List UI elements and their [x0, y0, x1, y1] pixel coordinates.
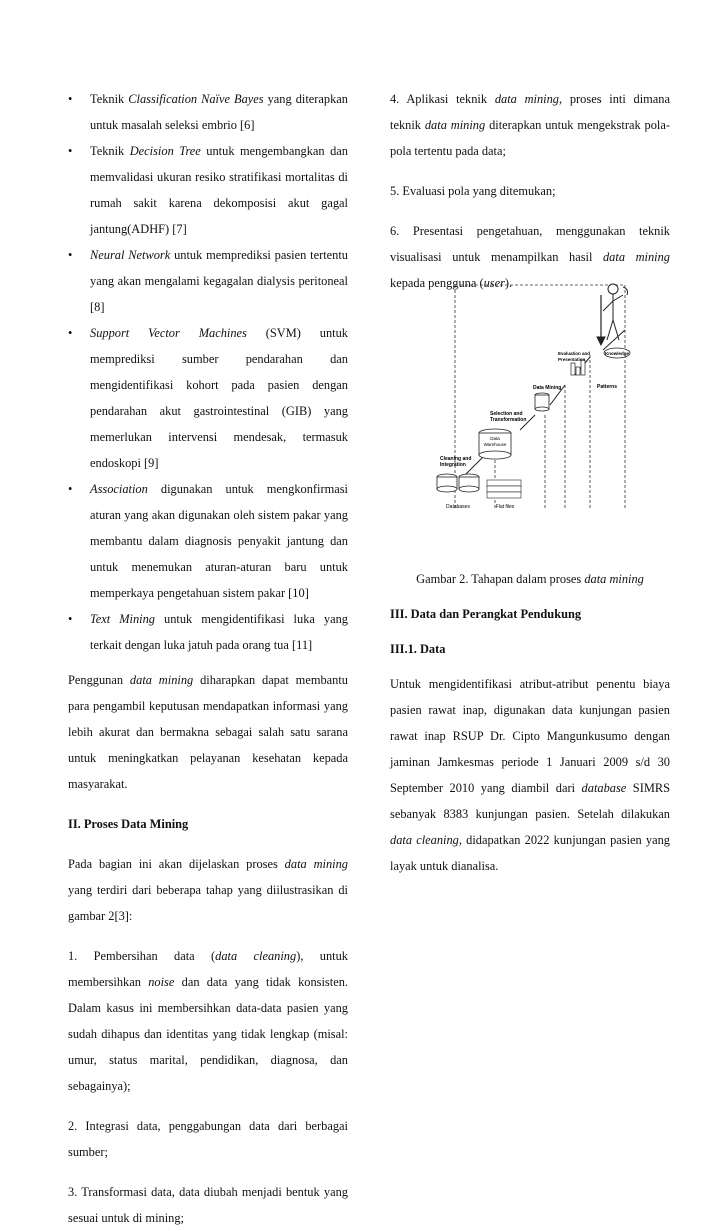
term: data mining — [584, 572, 644, 586]
term: data mining — [494, 92, 560, 106]
text: (SVM) untuk memprediksi sumber pendarahan dan mengidentifikasi kohort pada pasien dengan pendarahan akut gastrointestinal (GIB) yang memerlukan intervensi mendesak, termasuk endoskopi [9] — [90, 326, 349, 470]
text: untuk memprediksi pasien tertentu yang akan mengalami kegagalan dialysis peritoneal [8] — [90, 248, 348, 314]
text: ), untuk membersihkan — [68, 949, 349, 989]
warehouse-label-2: Warehouse — [483, 442, 507, 447]
text: Penggunan — [68, 673, 130, 687]
term: Decision Tree — [129, 144, 201, 158]
selection-label: Selection and — [490, 411, 523, 417]
list-item — [68, 606, 348, 658]
databases-icon — [437, 474, 479, 492]
term: data mining — [284, 857, 348, 871]
section-heading: II. Proses Data Mining — [68, 817, 189, 831]
data-mining-label: Data Mining — [533, 385, 562, 391]
step-4 — [390, 86, 670, 164]
term: noise — [148, 975, 175, 989]
text: untuk mengidentifikasi luka yang terkait dengan luka jatuh pada orang tua [11] — [90, 612, 348, 652]
term: data mining — [129, 673, 194, 687]
bullet-icon: • — [68, 482, 73, 496]
text: ). — [504, 276, 513, 290]
left-column — [68, 86, 348, 1231]
bullet-icon: • — [68, 92, 73, 106]
text: yang diterapkan untuk masalah seleksi embrio [6] — [90, 92, 349, 132]
bullet-icon: • — [68, 248, 73, 262]
data-mining-icon — [535, 393, 549, 411]
evaluation-label: Evaluation and — [558, 351, 591, 356]
step-2: 2. Integrasi data, penggabungan data dari berbagai sumber; — [68, 1119, 348, 1159]
text: diharapkan dapat membantu para pengambil keputusan mendapatkan informasi yang lebih akurat dan bermakna sebagai salah satu sarana untuk meningkatkan pelayanan kesehatan kepada masyarakat. — [68, 673, 348, 791]
data-paragraph — [390, 671, 670, 879]
text: , proses inti dimana teknik — [390, 92, 671, 132]
text: digunakan untuk mengkonfirmasi aturan yang akan digunakan oleh sistem pakar yang membantu dalam diagnosis penyakit jantung dan untuk menemukan aturan-aturan baru untuk memperkaya pengetahuan sistem pakar [10] — [90, 482, 348, 600]
text: 6. Presentasi pengetahuan, menggunakan teknik visualisasi untuk menampilkan hasil — [390, 224, 670, 264]
knowledge-label: Knowledge — [604, 351, 630, 356]
list-item — [68, 476, 348, 606]
step-1 — [68, 943, 348, 1099]
transformation-label: Transformation — [490, 417, 527, 423]
text: 4. Aplikasi teknik — [390, 92, 495, 106]
text: untuk mengembangkan dan memvalidasi ukuran resiko stratifikasi mortalitas di rumah sakit karena dekomposisi akut gagal jantung(ADHF) [7] — [90, 144, 348, 236]
figure-caption — [390, 566, 670, 592]
section-heading: III. Data dan Perangkat Pendukung — [390, 607, 582, 621]
cleaning-label: Cleaning and — [440, 456, 472, 462]
term: Text Mining — [90, 612, 156, 626]
flat-files-icon — [487, 480, 521, 498]
step-5: 5. Evaluasi pola yang ditemukan; — [390, 184, 556, 198]
text: kepada pengguna ( — [390, 276, 484, 290]
flat-files-label: Flat files — [495, 504, 515, 510]
term: Classification Naïve Bayes — [128, 92, 264, 106]
term: database — [581, 781, 627, 795]
term: Support Vector Machines — [90, 326, 247, 340]
term: Association — [90, 482, 148, 496]
list-item — [68, 86, 348, 138]
databases-label: Databases — [446, 504, 470, 510]
bullet-icon: • — [68, 612, 73, 626]
text: Gambar 2. Tahapan dalam proses — [416, 572, 585, 586]
patterns-icon — [571, 360, 585, 375]
text: Pada bagian ini akan dijelaskan proses — [68, 857, 285, 871]
step-3: 3. Transformasi data, data diubah menjadi bentuk yang sesuai untuk di mining; — [68, 1185, 348, 1225]
text: 1. Pembersihan data ( — [68, 949, 216, 963]
term: data mining — [424, 118, 486, 132]
text: dan data yang tidak konsisten. Dalam kasus ini membersihkan data-data pasien yang sudah dihapus dan identitas yang tidak lengkap (misal: umur, status marital, pendidikan, diagnosa, dan sebagainya); — [68, 975, 348, 1093]
kdd-process-diagram — [425, 265, 675, 520]
term: data cleaning — [215, 949, 297, 963]
text: diterapkan untuk mengekstrak pola-pola tertentu pada data; — [390, 118, 670, 158]
miner-figure-icon — [597, 284, 628, 345]
term: user — [483, 276, 505, 290]
list-item — [68, 138, 348, 242]
text: Teknik — [90, 92, 129, 106]
text: Teknik — [90, 144, 130, 158]
subsection-heading: III.1. Data — [390, 642, 446, 656]
warehouse-label-1: Data — [490, 436, 500, 441]
text: Untuk mengidentifikasi atribut-atribut penentu biaya pasien rawat inap, digunakan data kunjungan pasien rawat inap RSUP Dr. Cipto Mangunkusumo dengan jaminan Jamkesmas periode 1 Januari 2009 s/d 30 September 2010 yang diambil dari — [390, 677, 670, 795]
integration-label: Integration — [440, 462, 466, 468]
list-item — [68, 320, 348, 476]
process-intro-paragraph — [68, 851, 348, 929]
text: , didapatkan 2022 kunjungan pasien yang layak untuk dianalisa. — [390, 833, 671, 873]
technique-list — [68, 86, 348, 658]
text: SIMRS sebanyak 8383 kunjungan pasien. Setelah dilakukan — [390, 781, 670, 821]
bullet-icon: • — [68, 326, 73, 340]
intro-paragraph — [68, 667, 348, 797]
term: data cleaning — [390, 833, 459, 847]
presentation-label: Presentation — [558, 357, 586, 362]
text: yang terdiri dari beberapa tahap yang diilustrasikan di gambar 2[3]: — [68, 883, 348, 923]
term: data mining — [602, 250, 671, 264]
list-item — [68, 242, 348, 320]
term: Neural Network — [90, 248, 171, 262]
patterns-label: Patterns — [597, 384, 618, 390]
bullet-icon: • — [68, 144, 73, 158]
